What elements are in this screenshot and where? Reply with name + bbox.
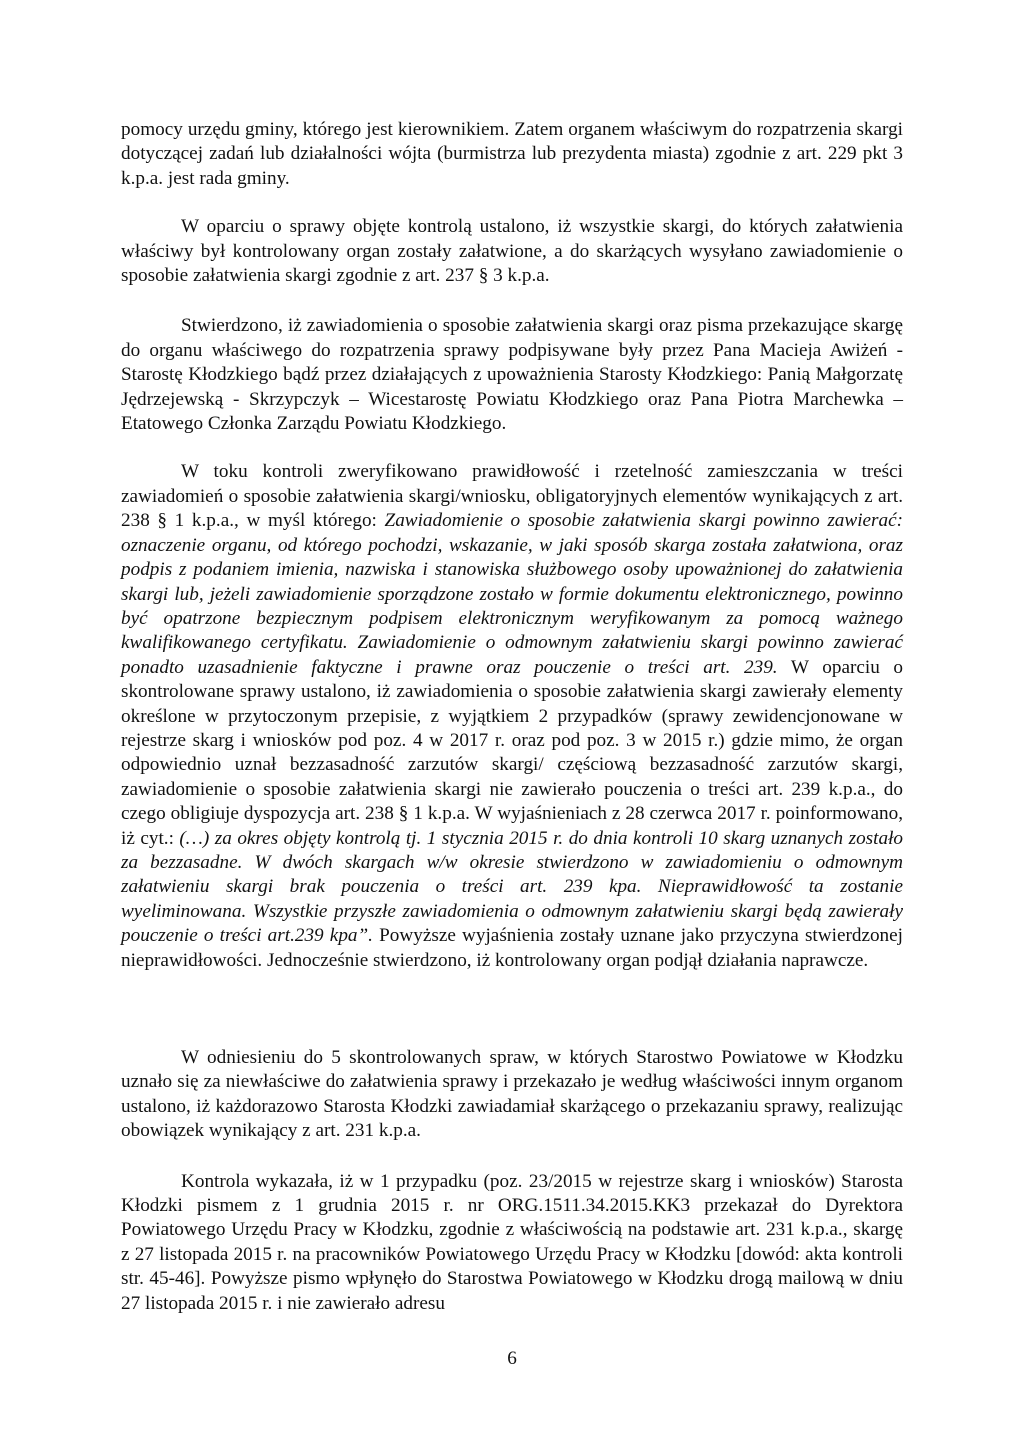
paragraph-5-text: W odniesieniu do 5 skontrolowanych spraw, w których Starostwo Powiatowe w Kłodzku uznało się za niewłaściwe do załatwienia sprawy i przekazało je według właściwości innym organom ustalono, iż każdorazowo Starosta Kłodzki zawiadamiał skarżącego o przekazaniu sprawy, realizując obowiązek wynikający z art. 231 k.p.a. [121, 1047, 903, 1142]
paragraph-1 [121, 118, 903, 191]
paragraph-6-text: Kontrola wykazała, iż w 1 przypadku (poz. 23/2015 w rejestrze skarg i wniosków) Starosta Kłodzki pismem z 1 grudnia 2015 r. nr ORG.1511.34.2015.KK3 przekazał do Dyrektora Powiatowego Urzędu Pracy w Kłodzku, zgodnie z właściwością na podstawie art. 231 k.p.a., skargę z 27 listopada 2015 r. na pracowników Powiatowego Urzędu Pracy w Kłodzku [dowód: akta kontroli str. 45-46]. Powyższe pismo wpłynęło do Starostwa Powiatowego w Kłodzku drogą mailową w dniu 27 listopada 2015 r. i nie zawierało adresu [121, 1170, 903, 1314]
paragraph-4-quote-law: Zawiadomienie o sposobie załatwienia skargi powinno zawierać: oznaczenie organu, od którego pochodzi, wskazanie, w jaki sposób skarga została załatwiona, oraz podpis z podaniem imienia, nazwiska i stanowiska służbowego osoby upoważnionej do załatwienia skargi lub, jeżeli zawiadomienie sporządzone zostało w formie dokumentu elektronicznego, powinno być opatrzone bezpiecznym podpisem elektronicznym weryfikowanym za pomocą ważnego kwalifikowanego certyfikatu. Zawiadomienie o odmownym załatwieniu skargi powinno zawierać ponadto uzasadnienie faktyczne i prawne oraz pouczenie o treści art. 239. [121, 510, 904, 678]
paragraph-2-text: W oparciu o sprawy objęte kontrolą ustalono, iż wszystkie skargi, do których załatwienia właściwy był kontrolowany organ zostały załatwione, a do skarżących wysyłano zawiadomienie o sposobie załatwienia skargi zgodnie z art. 237 § 3 k.p.a. [121, 216, 903, 287]
paragraph-4-quote-explanation: (…) za okres objęty kontrolą tj. 1 stycznia 2015 r. do dnia kontroli 10 skarg uznanych zostało za bezzasadne. W dwóch skargach w/w okresie stwierdzono w zawiadomieniu o odmownym załatwieniu skargi brak pouczenia o treści art. 239 kpa. Nieprawidłowość ta zostanie wyeliminowana. Wszystkie przyszłe zawiadomienia o odmownym załatwieniu skargi będą zawierały pouczenie o treści art.239 kpa”. [121, 827, 904, 947]
document-body [121, 118, 903, 1316]
paragraph-6 [121, 1170, 903, 1316]
paragraph-4-text-c: Powyższe wyjaśnienia zostały uznane jako przyczyna stwierdzonej nieprawidłowości. Jednocześnie stwierdzono, iż kontrolowany organ podjął działania naprawcze. [121, 925, 903, 971]
paragraph-3-text: Stwierdzono, iż zawiadomienia o sposobie załatwienia skargi oraz pisma przekazujące skargę do organu właściwego do rozpatrzenia sprawy podpisywane były przez Pana Macieja Awiżeń - Starostę Kłodzkiego bądź przez działających z upoważnienia Starosty Kłodzkiego: Panią Małgorzatę Jędrzejewską - Skrzypczyk – Wicestarostę Powiatu Kłodzkiego oraz Pana Piotra Marchewka – Etatowego Członka Zarządu Powiatu Kłodzkiego. [121, 315, 903, 435]
paragraph-3 [121, 314, 903, 436]
paragraph-4-text-b: W oparciu o skontrolowane sprawy ustalono, iż zawiadomienia o sposobie załatwienia skargi zawierały elementy określone w przytoczonym przepisie, z wyjątkiem 2 przypadków (sprawy zewidencjonowane w rejestrze skarg i wniosków pod poz. 4 w 2017 r. oraz pod poz. 3 w 2015 r.) gdzie mimo, że organ odpowiednio uznał bezzasadność zarzutów skargi/ częściową bezzasadność zarzutów skargi, zawiadomienie o sposobie załatwienia skargi nie zawierało pouczenia o treści art. 239 k.p.a., do czego obligiuje dyspozycja art. 238 § 1 k.p.a. W wyjaśnieniach z 28 czerwca 2017 r. poinformowano, iż cyt.: [121, 656, 903, 849]
paragraph-4-text-a: W toku kontroli zweryfikowano prawidłowość i rzetelność zamieszczania w treści zawiadomień o sposobie załatwienia skargi/wniosku, obligatoryjnych elementów wynikających z art. 238 § 1 k.p.a., w myśl którego: [121, 461, 903, 532]
paragraph-2 [121, 215, 903, 288]
paragraph-1-text: pomocy urzędu gminy, którego jest kierownikiem. Zatem organem właściwym do rozpatrzenia skargi dotyczącej zadań lub działalności wójta (burmistrza lub prezydenta miasta) zgodnie z art. 229 pkt 3 k.p.a. jest rada gminy. [121, 119, 903, 189]
page-number: 6 [507, 1348, 517, 1369]
paragraph-4 [121, 460, 903, 973]
paragraph-5 [121, 1046, 903, 1144]
